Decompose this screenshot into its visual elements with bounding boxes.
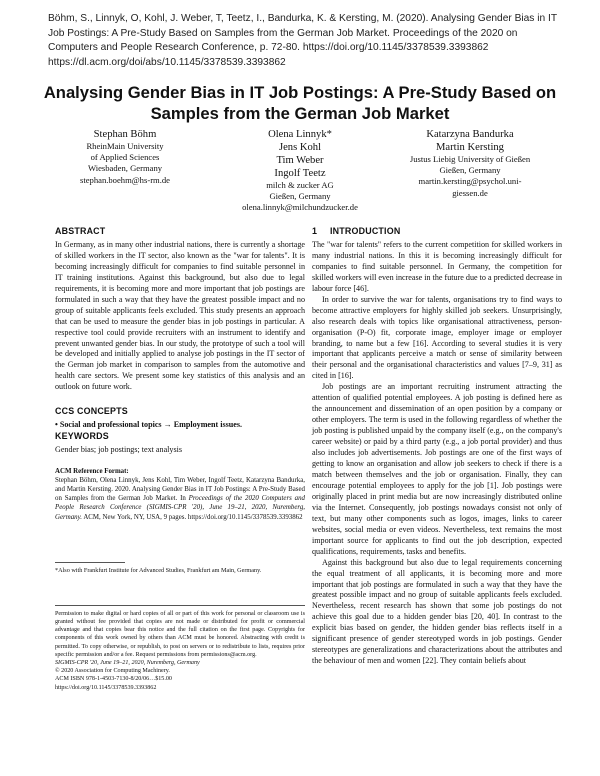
abstract-heading: ABSTRACT	[55, 226, 106, 236]
paper-title: Analysing Gender Bias in IT Job Postings: A Pre-Study Based on Samples from the German Job Market	[43, 83, 557, 123]
author-location: Wiesbaden, Germany	[87, 163, 163, 174]
permission-block	[55, 605, 305, 692]
author-name: Martin Kersting	[436, 142, 504, 153]
conference-line: SIGMIS-CPR '20, June 19–21, 2020, Nuremberg, Germany	[55, 659, 200, 666]
citation-header: Böhm, S., Linnyk, O, Kohl, J. Weber, T, Teetz, I., Bandurka, K. & Kersting, M. (2020). Analysing Gender Bias in IT Job Postings: A Pre-Study Based on Samples from the German Job Market. Proceedings of the 2020 on Computers and People Research Conference, p. 72-80. https://doi.org/10.1145/3378539.3393862 https://dl.acm.org/doi/abs/10.1145/3378539.3393862	[48, 13, 557, 68]
ccs-heading: CCS CONCEPTS	[55, 406, 128, 417]
footnote-block	[55, 562, 305, 575]
author-email: stephan.boehm@hs-rm.de	[79, 174, 170, 185]
doi-line: https://doi.org/10.1145/3378539.3393862	[55, 684, 157, 691]
acm-reference-authors: Stephan Böhm, Olena Linnyk, Jens Kohl, Tim Weber, Ingolf Teetz, Katarzyna Bandurka, and Martin Kersting. 2020. Analysing Gender Bias in IT Job Postings: A Pre-Study Based on Samples from the German Job Market. In	[55, 477, 305, 503]
acm-reference-heading: ACM Reference Format:	[55, 468, 129, 476]
author-affiliation: of Applied Sciences	[90, 152, 160, 163]
acm-reference-text	[55, 476, 305, 521]
author-affiliation: RheinMain University	[86, 141, 164, 151]
author-block-2	[220, 128, 380, 214]
author-location: Gießen, Germany	[269, 191, 331, 202]
abstract-text: In Germany, as in many other industrial nations, there is currently a shortage of skilled workers in the IT sector, also known as the "war for talents". It is becoming increasingly difficult for companies to find suitable personnel in IT training institutions. Against this background, but also due to legal requirements, it is becoming more and more important that job postings are formulated in such a way that they have the greatest possible impact and no group of suitable applicants feels excluded. This study presents an approach that can be used to measure the gender bias in job postings in particular. A respective tool could provide recruiters with an instrument to identify and prevent unwanted gender bias. In our study, the prototype of such a tool will be developed and initially applied to analyse job postings in the IT sector of the German job market in comparison to samples from the automotive and health care sectors. We present some key statistics of this analysis and an outlook on future work.	[55, 239, 305, 392]
acm-reference-venue: Proceedings of the 2020 Computers and People Research Conference (SIGMIS-CPR '20), June 19–21, 2020, Nuremberg, Germany.	[55, 495, 305, 521]
permission-text: Permission to make digital or hard copies of all or part of this work for personal or classroom use is granted without fee provided that copies are not made or distributed for profit or commercial advantage and that copies bear this notice and the full citation on the first page. Copyrights for components of this work owned by others than ACM must be honored. Abstracting with credit is permitted. To copy otherwise, or republish, to post on servers or to redistribute to lists, requires prior specific permission and/or a fee. Request permissions from permissions@acm.org.	[55, 610, 305, 658]
author-email: martin.kersting@psychol.uni-	[418, 176, 522, 187]
right-column	[312, 226, 562, 667]
keywords-text: Gender bias; job postings; text analysis	[55, 445, 183, 455]
author-name: Ingolf Teetz	[274, 168, 326, 179]
author-block-1	[55, 128, 195, 186]
isbn-line: ACM ISBN 978-1-4503-7130-8/20/06…$15.00	[55, 676, 172, 683]
intro-paragraph-1: The "war for talents" refers to the current competition for skilled workers in many industrial nations. In this it is becoming increasingly difficult for companies to find suitable personnel. In Germany, the competition for skilled workers will even increase in the future due to a predicted decrease in labour force [46].	[312, 239, 562, 293]
intro-paragraph-3: Job postings are an important recruiting instrument attracting the attention of qualified potential employees. A job posting is defined here as the announcement and dissemination of an open position by a company or other employers. The term is used in the following regardless of whether the job posting is published unpaid by the company itself (e.g., on the company's career website) or paid by a third party (e.g., a job portal provider) and thus also includes job advertisements. Job postings are one of the first ways of getting to know an organisation and allow job seekers to check if there is a match between themselves and the job or organisation. Finally, they can encourage potential employees to apply for the job [1]. Job postings were originally placed in print media but are now increasingly distributed online via the Internet. Consequently, job postings nowadays consist not only of text, but many other components such as logos, images, links to career websites, social media or even videos. Nevertheless, text remains the most important source for applicants to find out the job description, expected qualifications, requirements, tasks and benefits.	[312, 382, 562, 556]
intro-paragraph-2: In order to survive the war for talents, organisations try to find ways to become attractive employers for highly skilled job seekers. Unsurprisingly, also research deals with topics like organisational attractiveness, person-organisation (P-O) fit, corporate image, employer image or employer branding, to name but a few [16]. According to several studies it is very important that applicants perceive a match or sense of similarity between their personal and the organisational characteristics and values [7–9, 31] as cited in [16].	[312, 294, 562, 381]
author-affiliation: Justus Liebig University of Gießen	[409, 154, 531, 164]
footnote-rule	[55, 562, 125, 563]
acm-reference	[55, 467, 305, 522]
author-name: Stephan Böhm	[93, 129, 157, 140]
section-title: INTRODUCTION	[330, 226, 401, 236]
acm-reference-tail: ACM, New York, NY, USA, 9 pages. https://doi.org/10.1145/3378539.3393862	[83, 513, 303, 521]
author-location: Gießen, Germany	[439, 165, 501, 176]
intro-heading	[312, 226, 562, 237]
keywords-heading: KEYWORDS	[55, 431, 109, 442]
ccs-concept: • Social and professional topics → Employment issues.	[55, 420, 243, 430]
permission-rule	[55, 605, 305, 606]
author-email: olena.linnyk@milchundzucker.de	[242, 202, 358, 213]
author-name: Katarzyna Bandurka	[426, 129, 514, 140]
copyright-line: © 2020 Association for Computing Machinery.	[55, 668, 170, 675]
left-column	[55, 226, 305, 692]
author-affiliation: milch & zucker AG	[266, 180, 334, 190]
author-name: Jens Kohl	[278, 142, 322, 153]
author-name: Olena Linnyk*	[268, 129, 332, 140]
author-name: Tim Weber	[276, 155, 324, 166]
intro-paragraph-4: Against this background but also due to legal requirements concerning the equal treatment of all applicants, it is becoming more and more important that job postings are formulated in such a way that they have the greatest possible impact and no group of suitable applicants feels excluded. Nevertheless, recent research has shown that some job postings do not achieve this goal due to a hidden gender bias [20, 40]. In contrast to the explicit bias based on gender, the hidden gender bias reflects itself in a significant presence of gender stereotyped words in job postings. Gender stereotypes are generalizations and characterizations about the attributes and the behaviour of men and women [22]. They contain beliefs about	[312, 557, 562, 666]
footnote: *Also with Frankfurt Institute for Advanced Studies, Frankfurt am Main, Germany.	[55, 566, 262, 574]
author-block-3	[395, 128, 545, 199]
section-number: 1	[312, 226, 318, 236]
author-email: giessen.de	[452, 187, 488, 198]
